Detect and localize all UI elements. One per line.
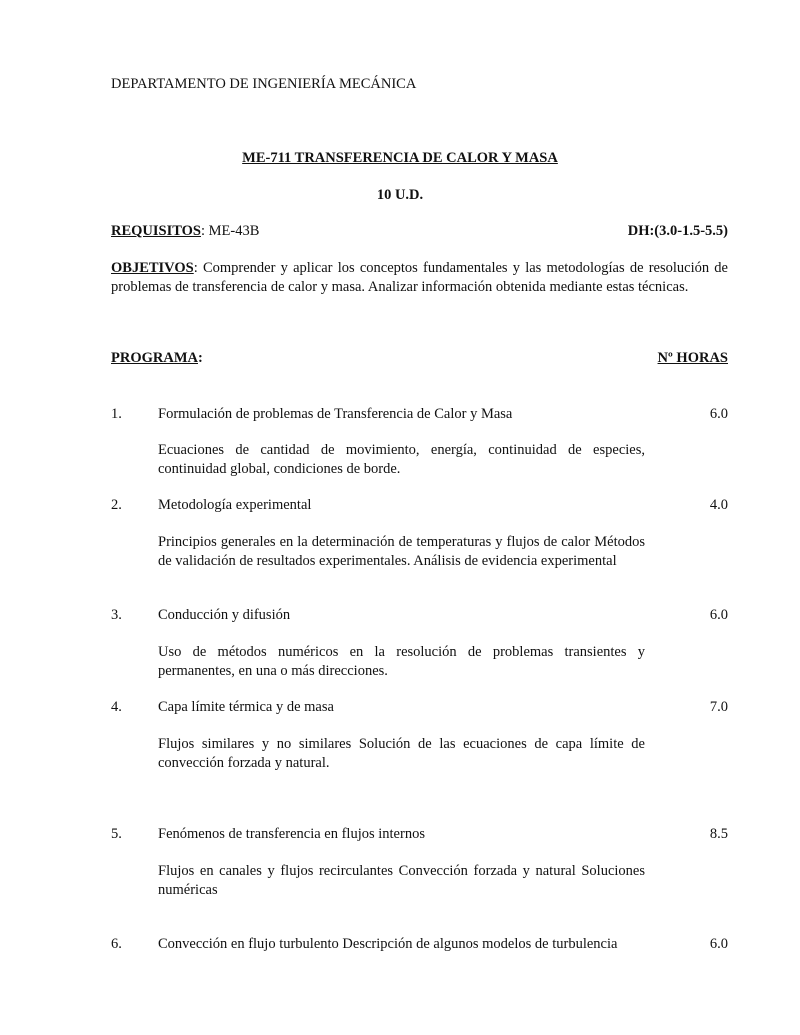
requirements-line xyxy=(111,222,259,241)
course-title-text: ME-711 TRANSFERENCIA DE CALOR Y MASA xyxy=(242,150,558,166)
dh-hours: DH:(3.0-1.5-5.5) xyxy=(627,223,728,239)
item-title: Fenómenos de transferencia en flujos internos xyxy=(158,826,425,842)
item-title: Conducción y difusión xyxy=(158,607,291,623)
objectives-text: : Comprender y aplicar los conceptos fundamentales y las metodologías de resolución de problemas de transferencia de calor y masa. Analizar información obtenida mediante estas técnicas. xyxy=(111,260,728,295)
item-title: Metodología experimental xyxy=(158,497,312,513)
program-label-suffix: : xyxy=(198,350,203,366)
item-description: Flujos en canales y flujos recirculantes Convección forzada y natural Soluciones numéricas xyxy=(158,863,645,898)
requirements-value: : ME-43B xyxy=(201,223,260,239)
item-hours: 6.0 xyxy=(709,406,728,422)
item-title: Capa límite térmica y de masa xyxy=(158,699,334,715)
item-number: 6. xyxy=(111,936,122,952)
item-hours: 8.5 xyxy=(709,826,728,842)
item-description: Flujos similares y no similares Solución de las ecuaciones de capa límite de convección forzada y natural. xyxy=(158,736,645,771)
item-title: Formulación de problemas de Transferencia de Calor y Masa xyxy=(158,406,513,422)
item-hours: 4.0 xyxy=(709,497,728,513)
item-description: Uso de métodos numéricos en la resolución de problemas transientes y permanentes, en una o más direcciones. xyxy=(158,644,645,679)
objectives-paragraph xyxy=(111,259,728,296)
hours-heading: Nº HORAS xyxy=(657,350,728,366)
item-title: Convección en flujo turbulento Descripción de algunos modelos de turbulencia xyxy=(158,936,618,952)
item-description: Principios generales en la determinación de temperaturas y flujos de calor Métodos de validación de resultados experimentales. Análisis de evidencia experimental xyxy=(158,534,645,569)
item-number: 2. xyxy=(111,497,122,513)
program-label: PROGRAMA xyxy=(111,350,198,366)
objectives-label: OBJETIVOS xyxy=(111,260,194,276)
item-number: 4. xyxy=(111,699,122,715)
item-hours: 6.0 xyxy=(709,607,728,623)
course-units: 10 U.D. xyxy=(376,187,424,203)
item-hours: 7.0 xyxy=(709,699,728,715)
program-heading xyxy=(111,349,203,368)
department-heading: DEPARTAMENTO DE INGENIERÍA MECÁNICA xyxy=(111,76,417,92)
item-hours: 6.0 xyxy=(709,936,728,952)
course-title xyxy=(0,149,800,168)
requirements-label: REQUISITOS xyxy=(111,223,201,239)
item-number: 3. xyxy=(111,607,122,623)
item-number: 5. xyxy=(111,826,122,842)
item-description: Ecuaciones de cantidad de movimiento, energía, continuidad de especies, continuidad global, condiciones de borde. xyxy=(158,442,645,477)
item-number: 1. xyxy=(111,406,122,422)
